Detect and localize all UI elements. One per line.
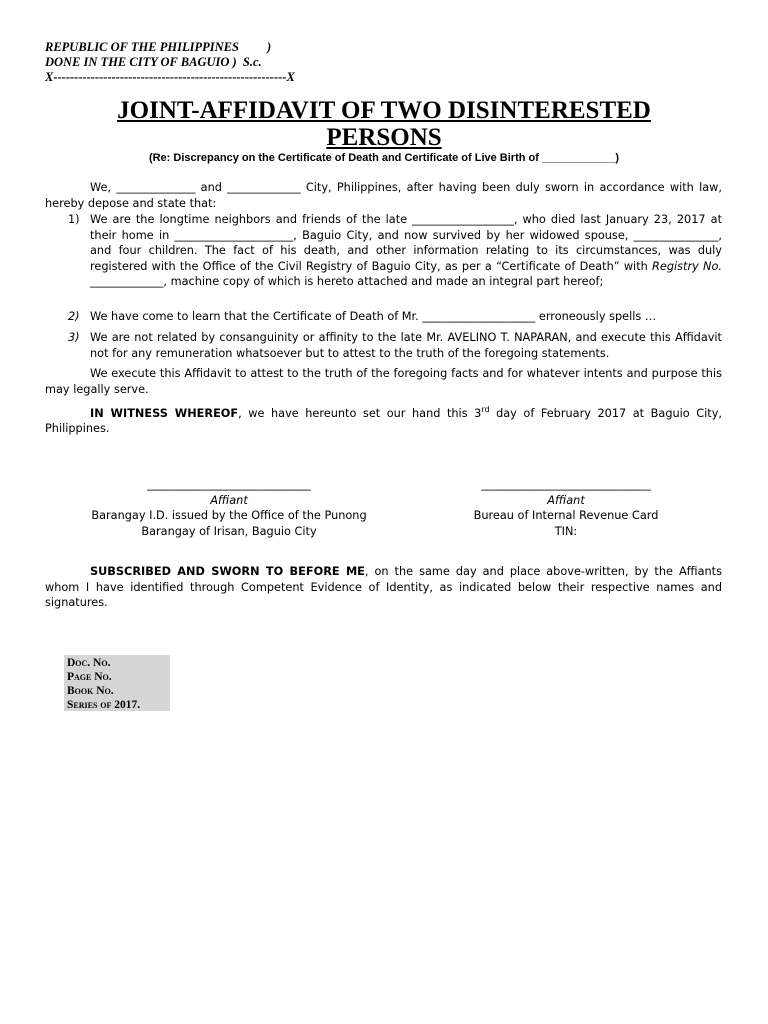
item-3-text: We are not related by consanguinity or affinity to the late Mr. AVELINO T. NAPARAN, and execute this Affidavit not for any remuneration whatsoever but to attest to the truth of the foregoing statements. — [90, 331, 722, 360]
jurat-paragraph: SUBSCRIBED AND SWORN TO BEFORE ME, on the same day and place above-written, by the Affiants whom I have identified through Competent Evidence of Identity, as indicated below their respective names and signatures. — [45, 565, 722, 610]
subtitle: (Re: Discrepancy on the Certificate of Death and Certificate of Live Birth of ____________) — [148, 152, 620, 164]
item-2-text: We have come to learn that the Certificate of Death of Mr. ____________________ erroneously spells … — [90, 310, 657, 323]
notary-register-box — [64, 655, 170, 711]
item-1-text: We are the longtime neighbors and friends of the late __________________, who died last January 23, 2017 at their home in _____________________, Baguio City, and now survived by her widowed spouse, _______________, and four children. The fact of his death, and other information relating to its circumstances, was duly registered with the Office of the Civil Registry of Baguio City, as per a “Certificate of Death” with Registry No. _____________, machine copy of which is hereto attached and made an integral part hereof; — [90, 213, 722, 289]
affiant-2-detail-1: Bureau of Internal Revenue Card — [473, 509, 659, 523]
execute-paragraph: We execute this Affidavit to attest to the truth of the foregoing facts and for whatever intents and purpose this may legally serve. — [45, 367, 722, 396]
header-divider: X--------------------------------------------------------X — [45, 70, 295, 84]
item-2-number: 2) — [68, 310, 80, 323]
signature-block-1 — [68, 477, 390, 539]
doc-no-label: Doc. No. — [67, 657, 111, 669]
series-label: Series of 2017. — [67, 699, 141, 711]
intro-paragraph: We, ______________ and _____________ City, Philippines, after having been duly sworn in accordance with law, hereby depose and state that: — [45, 181, 722, 210]
page-no-label: Page No. — [67, 671, 112, 683]
header-republic: REPUBLIC OF THE PHILIPPINES ) — [45, 40, 272, 54]
item-3-number: 3) — [68, 331, 80, 344]
affiant-1-detail-1: Barangay I.D. issued by the Office of the Punong — [91, 509, 367, 523]
signature-block-2 — [405, 477, 727, 539]
signature-line-2: ______________________________ — [481, 478, 651, 491]
title-line-1: JOINT-AFFIDAVIT OF TWO DISINTERESTED — [117, 97, 651, 124]
affiant-label-2: Affiant — [547, 493, 585, 507]
affiant-2-detail-2: TIN: — [554, 524, 578, 538]
witness-paragraph: IN WITNESS WHEREOF, we have hereunto set our hand this 3rd day of February 2017 at Baguio City, Philippines. — [45, 405, 722, 436]
header-city: DONE IN THE CITY OF BAGUIO ) S.c. — [45, 55, 262, 69]
title-line-2: PERSONS — [326, 124, 442, 151]
affiant-1-detail-2: Barangay of Irisan, Baguio City — [141, 524, 317, 538]
book-no-label: Book No. — [67, 685, 114, 697]
signature-line-1: _____________________________ — [147, 478, 311, 491]
affiant-label-1: Affiant — [210, 493, 248, 507]
item-1-number: 1) — [68, 213, 80, 226]
